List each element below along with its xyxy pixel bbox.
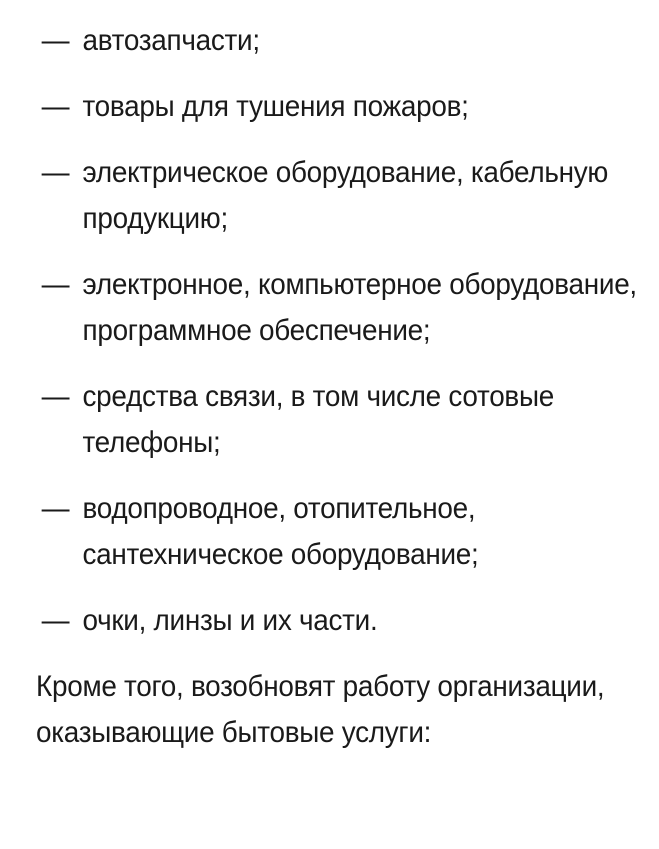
list-item-text: электронное, компьютерное оборудование, программное обеспечение; xyxy=(82,268,637,347)
list-item-text: автозапчасти; xyxy=(82,24,260,57)
dash-marker: — xyxy=(41,604,70,637)
document-body xyxy=(36,18,646,756)
dash-marker: — xyxy=(41,268,70,301)
dash-marker: — xyxy=(41,492,70,525)
dash-marker: — xyxy=(41,380,70,413)
list-item xyxy=(36,84,641,130)
list-item xyxy=(36,486,641,578)
dash-marker: — xyxy=(41,24,70,57)
list-item-text: водопроводное, отопительное, сантехническое оборудование; xyxy=(82,492,479,571)
list-item xyxy=(36,374,641,466)
list-item-text: электрическое оборудование, кабельную продукцию; xyxy=(82,156,609,235)
list-item xyxy=(36,18,641,64)
list-item-text: средства связи, в том числе сотовые телефоны; xyxy=(82,380,554,459)
dash-marker: — xyxy=(41,90,70,123)
list-item xyxy=(36,262,641,354)
services-paragraph: Кроме того, возобновят работу организации, оказывающие бытовые услуги: xyxy=(36,670,605,749)
list-item-text: очки, линзы и их части. xyxy=(82,604,378,637)
list-item xyxy=(36,598,641,644)
dash-marker: — xyxy=(41,156,70,189)
list-item xyxy=(36,150,641,242)
list-item-text: товары для тушения пожаров; xyxy=(82,90,469,123)
goods-list xyxy=(36,18,646,644)
